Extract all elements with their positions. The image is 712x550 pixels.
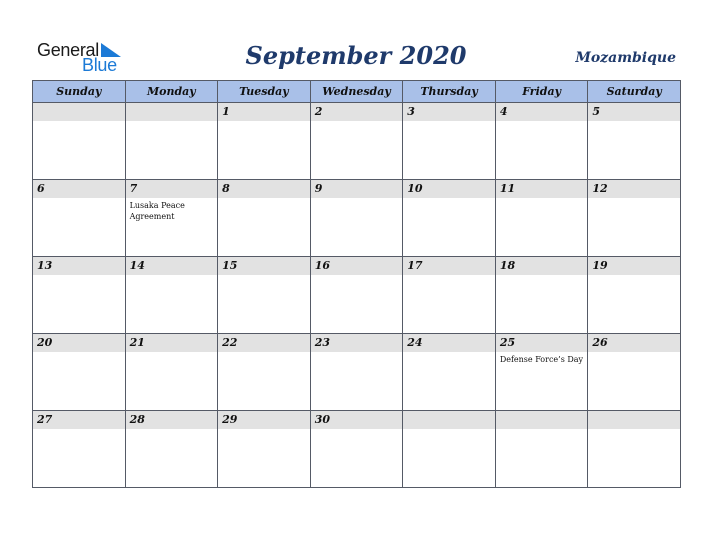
day-number-bar	[33, 103, 125, 121]
day-number-bar	[218, 411, 310, 429]
day-number: 28	[129, 413, 145, 426]
day-number-bar	[218, 103, 310, 121]
day-number-bar	[33, 411, 125, 429]
logo-general-text: General	[37, 40, 99, 60]
day-number-bar	[33, 257, 125, 275]
day-number: 26	[592, 336, 608, 349]
day-number: 6	[37, 182, 45, 195]
day-number-bar	[588, 103, 680, 121]
day-number-bar	[311, 411, 403, 429]
day-cell	[218, 103, 311, 180]
day-number: 18	[499, 259, 516, 272]
day-number-bar	[311, 180, 403, 198]
day-number: 19	[592, 259, 608, 272]
country-name: Mozambique	[575, 50, 676, 66]
day-cell	[310, 180, 403, 257]
day-number: 5	[592, 105, 601, 118]
day-number: 29	[222, 413, 238, 426]
day-number: 17	[407, 259, 423, 272]
day-cell	[495, 103, 588, 180]
day-number-bar	[496, 411, 588, 429]
day-cell	[403, 334, 496, 411]
day-number-bar	[218, 257, 310, 275]
day-cell	[310, 411, 403, 488]
day-number: 27	[37, 413, 53, 426]
day-cell	[403, 411, 496, 488]
day-number: 7	[129, 182, 138, 195]
week-row	[33, 411, 681, 488]
day-number: 11	[499, 182, 516, 195]
day-number-bar	[126, 257, 218, 275]
day-number: 3	[407, 105, 415, 118]
day-cell	[218, 334, 311, 411]
day-number: 22	[222, 336, 238, 349]
day-number-bar	[126, 103, 218, 121]
day-cell	[495, 334, 588, 411]
day-number-bar	[403, 334, 495, 352]
day-number-bar	[33, 334, 125, 352]
day-number: 8	[222, 182, 230, 195]
day-number: 10	[407, 182, 423, 195]
day-number: 14	[129, 259, 145, 272]
week-row	[33, 103, 681, 180]
day-number-bar	[403, 257, 495, 275]
day-number: 4	[499, 105, 508, 118]
day-number-bar	[126, 334, 218, 352]
day-cell	[218, 257, 311, 334]
day-cell	[125, 257, 218, 334]
day-number-bar	[311, 334, 403, 352]
day-number-bar	[403, 103, 495, 121]
day-number-bar	[403, 180, 495, 198]
day-cell	[125, 180, 218, 257]
day-cell	[495, 411, 588, 488]
day-number: 25	[499, 336, 516, 349]
day-cell	[33, 180, 126, 257]
weekday-header: Thursday	[403, 81, 496, 103]
day-number-bar	[588, 411, 680, 429]
day-number: 16	[314, 259, 330, 272]
day-number: 20	[37, 336, 53, 349]
day-cell	[588, 103, 681, 180]
day-cell	[403, 257, 496, 334]
day-number-bar	[403, 411, 495, 429]
day-number: 15	[222, 259, 238, 272]
day-number-bar	[496, 334, 588, 352]
weekday-header: Tuesday	[218, 81, 311, 103]
weekday-header: Friday	[495, 81, 588, 103]
day-number-bar	[126, 411, 218, 429]
day-cell	[33, 334, 126, 411]
weekday-header: Wednesday	[310, 81, 403, 103]
day-number: 23	[314, 336, 330, 349]
holiday-label: Defense Force’s Day	[499, 355, 584, 364]
day-cell	[588, 411, 681, 488]
day-cell	[33, 257, 126, 334]
day-cell	[33, 103, 126, 180]
day-number-bar	[311, 257, 403, 275]
day-number-bar	[496, 103, 588, 121]
day-cell	[310, 334, 403, 411]
day-cell	[218, 180, 311, 257]
day-number-bar	[126, 180, 218, 198]
day-cell	[588, 180, 681, 257]
day-cell	[495, 180, 588, 257]
day-number: 2	[314, 105, 323, 118]
month-calendar	[32, 80, 681, 488]
day-cell	[403, 103, 496, 180]
week-row	[33, 334, 681, 411]
day-number-bar	[496, 257, 588, 275]
day-number: 12	[592, 182, 608, 195]
day-cell	[588, 257, 681, 334]
holiday-label: Lusaka Peace Agreement	[129, 201, 185, 221]
day-number-bar	[588, 257, 680, 275]
day-number: 30	[314, 413, 330, 426]
day-cell	[125, 103, 218, 180]
week-row	[33, 180, 681, 257]
day-number-bar	[33, 180, 125, 198]
day-number-bar	[218, 334, 310, 352]
day-number-bar	[588, 334, 680, 352]
day-cell	[125, 334, 218, 411]
day-number: 24	[407, 336, 423, 349]
weekday-header: Sunday	[33, 81, 126, 103]
day-number-bar	[311, 103, 403, 121]
day-number: 13	[37, 259, 53, 272]
day-cell	[588, 334, 681, 411]
day-number-bar	[218, 180, 310, 198]
day-cell	[218, 411, 311, 488]
weekday-header: Saturday	[588, 81, 681, 103]
day-cell	[125, 411, 218, 488]
day-cell	[310, 257, 403, 334]
weekday-header-row	[33, 81, 681, 103]
weekday-header: Monday	[125, 81, 218, 103]
day-number: 9	[314, 182, 323, 195]
calendar-title: September 2020	[245, 41, 467, 70]
day-cell	[403, 180, 496, 257]
day-number: 21	[129, 336, 145, 349]
day-number: 1	[222, 105, 230, 118]
day-number-bar	[588, 180, 680, 198]
day-cell	[495, 257, 588, 334]
logo-blue-text: Blue	[82, 55, 117, 75]
day-cell	[33, 411, 126, 488]
week-row	[33, 257, 681, 334]
day-number-bar	[496, 180, 588, 198]
day-cell	[310, 103, 403, 180]
